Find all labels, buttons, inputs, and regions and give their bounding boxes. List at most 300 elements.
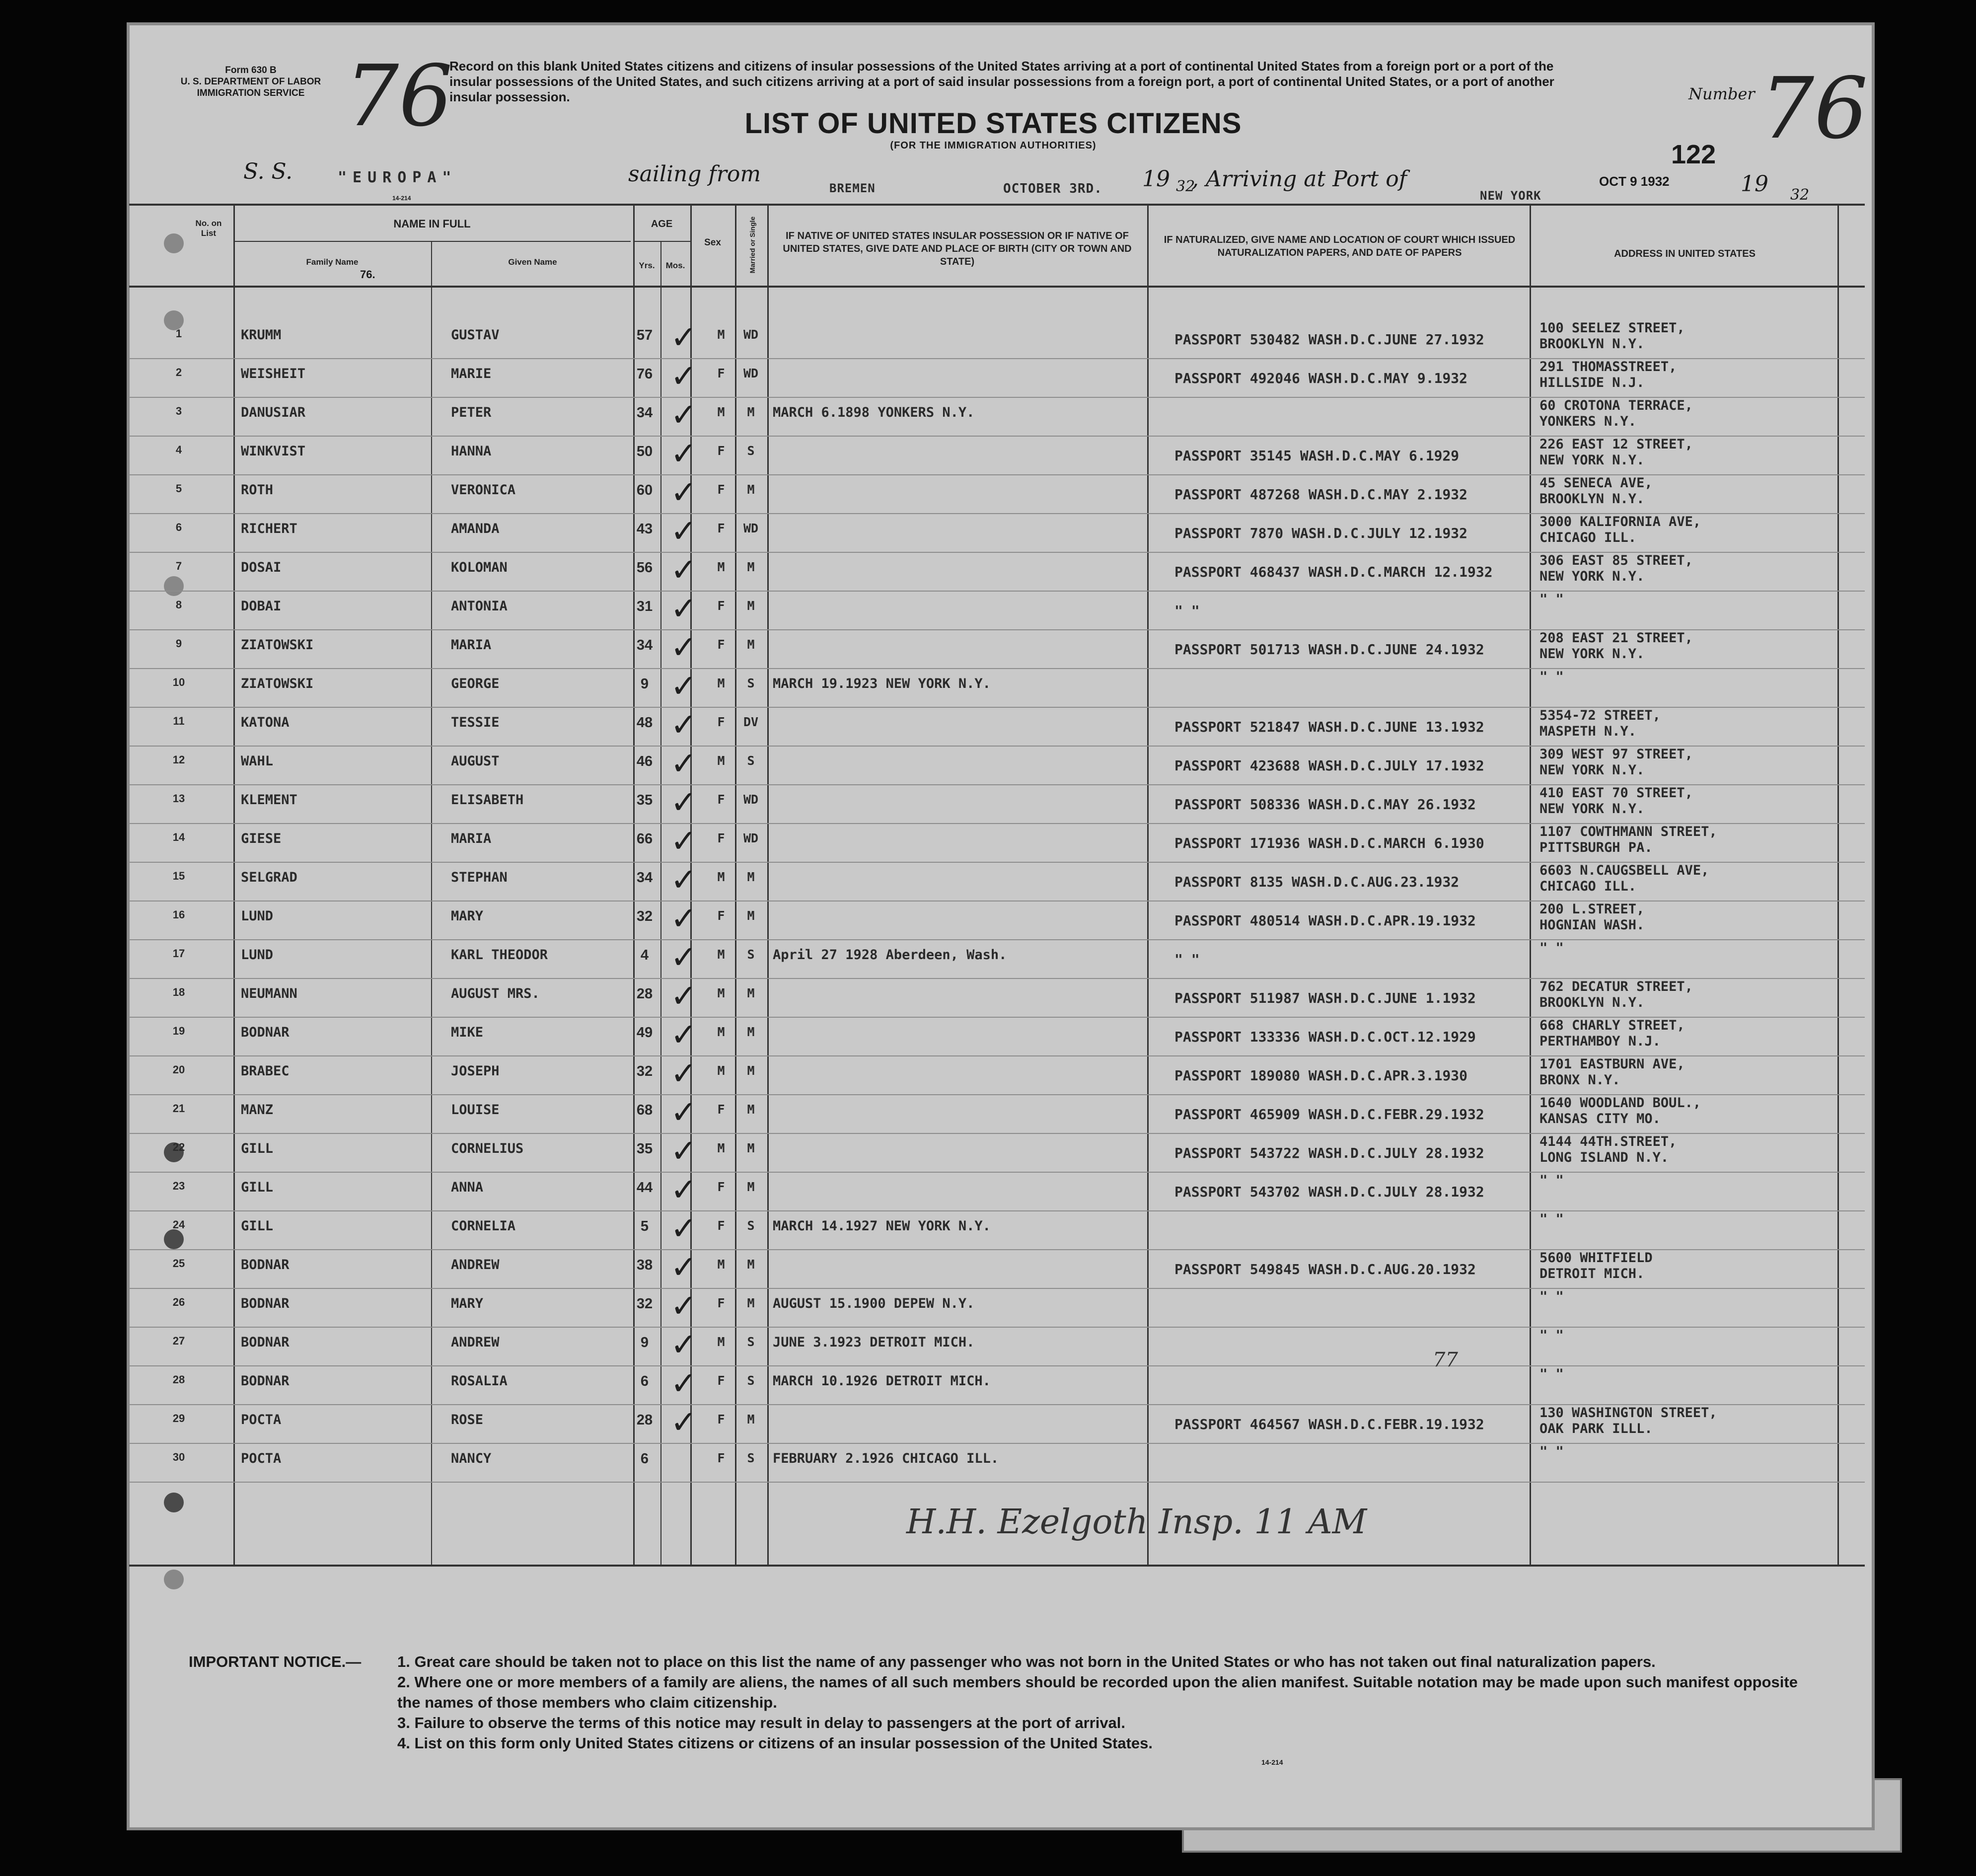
passenger-row (129, 1328, 1865, 1366)
number-label: Number (1688, 84, 1755, 103)
header-months: Mos. (665, 261, 685, 270)
passenger-number: 9 (175, 637, 182, 650)
age-years: 50 (636, 444, 653, 459)
marital-status: M (747, 1257, 755, 1272)
age-years: 35 (636, 792, 653, 808)
handwritten-note-77: 77 (1433, 1349, 1458, 1371)
marital-status: S (747, 444, 755, 458)
age-years: 60 (636, 482, 653, 498)
given-name: JOSEPH (451, 1063, 500, 1079)
address-line: HOGNIAN WASH. (1539, 917, 1645, 933)
family-name: GIESE (241, 831, 282, 846)
passenger-number: 14 (172, 831, 185, 843)
sex: M (717, 1063, 725, 1078)
marital-status: M (747, 1412, 755, 1426)
marital-status: S (747, 1335, 755, 1349)
passenger-row (129, 863, 1865, 901)
family-name: DANUSIAR (241, 405, 306, 420)
passenger-number: 15 (172, 870, 185, 882)
passenger-row (129, 669, 1865, 708)
marital-status: WD (743, 521, 759, 535)
given-name: GUSTAV (451, 327, 500, 343)
check-mark: ✓ (670, 746, 697, 782)
address-line: " " (1539, 1366, 1564, 1382)
inspector-signature: H.H. Ezelgoth Insp. 11 AM (906, 1502, 1367, 1542)
family-name: BODNAR (241, 1296, 290, 1311)
address-line: LONG ISLAND N.Y. (1539, 1150, 1669, 1165)
address (1539, 1134, 1677, 1166)
notice-label: IMPORTANT NOTICE.— (189, 1653, 362, 1670)
age-years: 35 (636, 1141, 653, 1157)
passenger-row (129, 514, 1865, 553)
sex: M (717, 753, 725, 768)
marital-status: S (747, 753, 755, 768)
address-line: HILLSIDE N.J. (1539, 375, 1645, 390)
print-code: 14-214 (1261, 1758, 1283, 1766)
address-line: " " (1539, 1444, 1564, 1459)
address-line: 1701 EASTBURN AVE, (1539, 1056, 1685, 1072)
year-prefix: 19 (1142, 166, 1170, 192)
address (1539, 940, 1564, 956)
passenger-number: 23 (172, 1180, 185, 1192)
marital-status: M (747, 560, 755, 574)
handwritten-sheet-number: 76 (345, 47, 453, 146)
ship-name: "EUROPA" (338, 169, 457, 186)
passenger-row (129, 979, 1865, 1018)
marital-status: M (747, 1063, 755, 1078)
family-name: DOBAI (241, 599, 282, 614)
sex: F (717, 715, 725, 729)
address (1539, 824, 1717, 856)
age-years: 76 (636, 366, 653, 382)
naturalization-info: " " (1174, 602, 1200, 619)
sex: M (717, 676, 725, 690)
sex: F (717, 366, 725, 380)
address-line: 291 THOMASSTREET, (1539, 359, 1677, 375)
marital-status: WD (743, 327, 759, 342)
department-name: U. S. DEPARTMENT OF LABOR (180, 76, 321, 87)
passenger-number: 5 (175, 482, 182, 495)
age-years: 56 (636, 560, 653, 576)
age-years: 38 (636, 1257, 653, 1273)
age-years: 32 (636, 908, 653, 924)
notice-item: 3. Failure to observe the terms of this notice may result in delay to passengers at the port of arrival. (397, 1714, 1126, 1731)
address-line: BROOKLYN N.Y. (1539, 995, 1645, 1010)
address (1539, 1366, 1564, 1382)
departure-port: BREMEN (829, 181, 876, 195)
address-line: CHICAGO ILL. (1539, 530, 1637, 545)
given-name: GEORGE (451, 676, 500, 691)
form-identification (166, 65, 335, 99)
sex: M (717, 1335, 725, 1349)
naturalization-info: PASSPORT 492046 WASH.D.C.MAY 9.1932 (1174, 370, 1468, 386)
address (1539, 475, 1653, 507)
address-line: 45 SENECA AVE, (1539, 475, 1653, 491)
sex: F (717, 521, 725, 535)
address (1539, 1056, 1685, 1088)
birth-info: MARCH 14.1927 NEW YORK N.Y. (773, 1218, 991, 1234)
naturalization-info: PASSPORT 549845 WASH.D.C.AUG.20.1932 (1174, 1261, 1476, 1277)
arrival-date-stamp: OCT 9 1932 (1599, 174, 1670, 189)
given-name: KOLOMAN (451, 560, 508, 575)
address-line: 762 DECATUR STREET, (1539, 979, 1693, 994)
sex: M (717, 870, 725, 884)
passenger-number: 28 (172, 1373, 185, 1386)
check-mark: ✓ (670, 784, 697, 821)
naturalization-info: PASSPORT 468437 WASH.D.C.MARCH 12.1932 (1174, 564, 1493, 580)
check-mark: ✓ (670, 1404, 697, 1441)
address-line: " " (1539, 1211, 1564, 1227)
address (1539, 320, 1685, 352)
passenger-number: 7 (175, 560, 182, 572)
address (1539, 1018, 1685, 1050)
birth-info: MARCH 10.1926 DETROIT MICH. (773, 1373, 991, 1389)
naturalization-info: PASSPORT 423688 WASH.D.C.JULY 17.1932 (1174, 757, 1484, 774)
address (1539, 1250, 1653, 1282)
sex: F (717, 637, 725, 652)
marital-status: M (747, 1296, 755, 1310)
given-name: ROSALIA (451, 1373, 508, 1389)
address-line: 1640 WOODLAND BOUL., (1539, 1095, 1701, 1111)
passenger-row (129, 1018, 1865, 1056)
passenger-number: 18 (172, 986, 185, 998)
age-years: 9 (640, 1335, 649, 1351)
passenger-number: 2 (175, 366, 182, 378)
passenger-number: 27 (172, 1335, 185, 1347)
sheet-mark: 76. (360, 268, 375, 281)
age-years: 6 (640, 1451, 649, 1467)
naturalization-info: PASSPORT 508336 WASH.D.C.MAY 26.1932 (1174, 796, 1476, 813)
address (1539, 592, 1564, 607)
family-name: KLEMENT (241, 792, 297, 808)
check-mark: ✓ (670, 629, 697, 666)
passenger-number: 10 (172, 676, 185, 688)
address-line: PITTSBURGH PA. (1539, 840, 1653, 855)
check-mark: ✓ (670, 1249, 697, 1286)
address-line: BROOKLYN N.Y. (1539, 491, 1645, 507)
address-line: " " (1539, 669, 1564, 684)
age-subheader-rule (633, 241, 690, 242)
family-name: KATONA (241, 715, 290, 730)
passenger-number: 8 (175, 599, 182, 611)
header-address: ADDRESS IN UNITED STATES (1614, 248, 1756, 259)
given-name: ANNA (451, 1180, 484, 1195)
departure-date: OCTOBER 3RD. (1003, 181, 1102, 196)
sex: M (717, 405, 725, 419)
age-years: 9 (640, 676, 649, 692)
punch-hole (164, 233, 184, 253)
given-name: VERONICA (451, 482, 516, 498)
check-mark: ✓ (670, 1172, 697, 1208)
passenger-row (129, 1250, 1865, 1289)
marital-status: M (747, 1180, 755, 1194)
passenger-number: 6 (175, 521, 182, 533)
sex: M (717, 560, 725, 574)
arrival-year: 32 (1790, 186, 1810, 204)
passenger-row (129, 708, 1865, 747)
marital-status: S (747, 1218, 755, 1233)
address-line: OAK PARK ILLL. (1539, 1421, 1653, 1436)
passenger-row (129, 630, 1865, 669)
sex: M (717, 947, 725, 962)
family-name: POCTA (241, 1412, 282, 1427)
marital-status: M (747, 1141, 755, 1155)
sex: F (717, 908, 725, 923)
sailing-from-label: sailing from (628, 161, 761, 187)
birth-info: FEBRUARY 2.1926 CHICAGO ILL. (773, 1451, 999, 1466)
naturalization-info: " " (1174, 951, 1200, 968)
marital-status: M (747, 1102, 755, 1117)
given-name: LOUISE (451, 1102, 500, 1118)
age-years: 32 (636, 1063, 653, 1079)
passenger-number: 4 (175, 444, 182, 456)
arrival-port: NEW YORK (1480, 189, 1541, 203)
marital-status: M (747, 870, 755, 884)
passenger-row (129, 398, 1865, 437)
birth-info: April 27 1928 Aberdeen, Wash. (773, 947, 1007, 963)
address (1539, 1095, 1701, 1127)
given-name: AMANDA (451, 521, 500, 536)
passenger-number: 11 (173, 715, 185, 727)
address (1539, 901, 1644, 933)
sex: M (717, 1141, 725, 1155)
age-years: 34 (636, 405, 653, 421)
address-line: NEW YORK N.Y. (1539, 801, 1645, 817)
sex: F (717, 1218, 725, 1233)
age-years: 68 (636, 1102, 653, 1118)
naturalization-info: PASSPORT 530482 WASH.D.C.JUNE 27.1932 (1174, 331, 1484, 348)
birth-info: JUNE 3.1923 DETROIT MICH. (773, 1335, 975, 1350)
address-line: CHICAGO ILL. (1539, 879, 1637, 894)
sex: F (717, 444, 725, 458)
notice-item: 4. List on this form only United States citizens or citizens of an insular possession of the United States. (397, 1734, 1153, 1752)
naturalization-info: PASSPORT 171936 WASH.D.C.MARCH 6.1930 (1174, 835, 1484, 851)
age-years: 31 (636, 599, 653, 614)
check-mark: ✓ (670, 436, 697, 472)
passenger-number: 13 (172, 792, 185, 805)
check-mark: ✓ (670, 900, 697, 937)
address-line: " " (1539, 1173, 1564, 1188)
naturalization-info: PASSPORT 7870 WASH.D.C.JULY 12.1932 (1174, 525, 1468, 541)
age-years: 6 (640, 1373, 649, 1389)
given-name: CORNELIA (451, 1218, 516, 1234)
family-name: LUND (241, 947, 274, 963)
address-line: PERTHAMBOY N.J. (1539, 1034, 1661, 1049)
passenger-row (129, 824, 1865, 863)
address-line: KANSAS CITY MO. (1539, 1111, 1661, 1126)
passenger-number: 21 (172, 1102, 185, 1115)
age-years: 4 (640, 947, 649, 963)
given-name: ANDREW (451, 1335, 500, 1350)
marital-status: DV (743, 715, 759, 729)
address (1539, 1173, 1564, 1189)
family-name: MANZ (241, 1102, 274, 1118)
address-line: NEW YORK N.Y. (1539, 646, 1645, 662)
header-family-name: Family Name (306, 257, 359, 267)
birth-info: MARCH 19.1923 NEW YORK N.Y. (773, 676, 991, 691)
table-top-rule (129, 204, 1865, 206)
passenger-number: 22 (172, 1141, 185, 1153)
given-name: TESSIE (451, 715, 500, 730)
passenger-number: 1 (175, 327, 182, 340)
service-name: IMMIGRATION SERVICE (197, 88, 305, 98)
naturalization-info: PASSPORT 8135 WASH.D.C.AUG.23.1932 (1174, 874, 1460, 890)
sex: F (717, 482, 725, 497)
age-years: 28 (636, 1412, 653, 1428)
sex: M (717, 1025, 725, 1039)
birth-info: AUGUST 15.1900 DEPEW N.Y. (773, 1296, 975, 1311)
check-mark: ✓ (670, 591, 697, 627)
given-name: KARL THEODOR (451, 947, 548, 963)
marital-status: WD (743, 792, 759, 807)
punch-hole (164, 1493, 184, 1512)
passenger-number: 24 (172, 1218, 185, 1231)
check-mark: ✓ (670, 1055, 697, 1092)
passenger-number: 29 (172, 1412, 185, 1425)
passenger-number: 19 (172, 1025, 185, 1037)
address (1539, 863, 1709, 895)
passenger-row (129, 320, 1865, 359)
family-name: DOSAI (241, 560, 282, 575)
marital-status: S (747, 1451, 755, 1465)
family-name: BODNAR (241, 1373, 290, 1389)
given-name: AUGUST (451, 753, 500, 769)
family-name: ROTH (241, 482, 274, 498)
passenger-row (129, 1056, 1865, 1095)
given-name: ANTONIA (451, 599, 508, 614)
check-mark: ✓ (670, 1210, 697, 1247)
table-bottom-rule (129, 1565, 1865, 1567)
given-name: MARIA (451, 831, 492, 846)
header-bottom-rule (129, 286, 1865, 288)
age-years: 49 (636, 1025, 653, 1041)
address (1539, 785, 1693, 817)
address-line: 3000 KALIFORNIA AVE, (1539, 514, 1701, 529)
family-name: RICHERT (241, 521, 297, 536)
naturalization-info: PASSPORT 133336 WASH.D.C.OCT.12.1929 (1174, 1029, 1476, 1045)
handwritten-list-number: 76 (1760, 60, 1868, 158)
address-line: " " (1539, 1328, 1564, 1343)
marital-status: M (747, 908, 755, 923)
passenger-row (129, 359, 1865, 398)
address-line: NEW YORK N.Y. (1539, 452, 1645, 468)
address-line: 200 L.STREET, (1539, 901, 1645, 917)
address-line: 226 EAST 12 STREET, (1539, 437, 1693, 452)
address-line: 306 EAST 85 STREET, (1539, 553, 1693, 568)
check-mark: ✓ (670, 474, 697, 511)
passenger-row (129, 1211, 1865, 1250)
passenger-row (129, 1289, 1865, 1328)
passenger-number: 16 (172, 908, 185, 921)
address (1539, 437, 1693, 468)
address-line: 6603 N.CAUGSBELL AVE, (1539, 863, 1709, 878)
family-name: LUND (241, 908, 274, 924)
check-mark: ✓ (670, 552, 697, 589)
naturalization-info: PASSPORT 543722 WASH.D.C.JULY 28.1932 (1174, 1145, 1484, 1161)
address (1539, 1405, 1717, 1437)
passenger-row (129, 475, 1865, 514)
header-age: AGE (651, 219, 673, 229)
address-line: 410 EAST 70 STREET, (1539, 785, 1693, 801)
address-line: 60 CROTONA TERRACE, (1539, 398, 1693, 413)
address (1539, 630, 1693, 662)
given-name: MARIE (451, 366, 492, 381)
family-name: ZIATOWSKI (241, 676, 314, 691)
departure-year: 32 (1176, 178, 1195, 195)
birth-info: MARCH 6.1898 YONKERS N.Y. (773, 405, 975, 420)
passenger-row (129, 785, 1865, 824)
sex: F (717, 1373, 725, 1388)
family-name: ZIATOWSKI (241, 637, 314, 653)
address-line: BROOKLYN N.Y. (1539, 336, 1645, 352)
check-mark: ✓ (670, 668, 697, 705)
address (1539, 398, 1693, 430)
family-name: BODNAR (241, 1335, 290, 1350)
sex: F (717, 1102, 725, 1117)
sex: F (717, 1296, 725, 1310)
check-mark: ✓ (670, 1365, 697, 1402)
passenger-row (129, 1366, 1865, 1405)
header-naturalization: IF NATURALIZED, GIVE NAME AND LOCATION OF COURT WHICH ISSUED NATURALIZATION PAPERS, AND DATE OF PAPERS (1164, 234, 1516, 258)
naturalization-info: PASSPORT 35145 WASH.D.C.MAY 6.1929 (1174, 448, 1460, 464)
family-name: WAHL (241, 753, 274, 769)
arrival-year-prefix: 19 (1741, 171, 1768, 197)
address (1539, 1328, 1564, 1344)
marital-status: M (747, 482, 755, 497)
given-name: STEPHAN (451, 870, 508, 885)
given-name: MIKE (451, 1025, 484, 1040)
header-no-on-list: No. on List (195, 219, 222, 238)
name-subheader-rule (233, 241, 631, 242)
passenger-number: 25 (172, 1257, 185, 1270)
address-line: " " (1539, 1289, 1564, 1304)
age-years: 5 (640, 1218, 649, 1234)
given-name: ANDREW (451, 1257, 500, 1273)
sex: F (717, 831, 725, 845)
header-sex: Sex (704, 237, 721, 248)
address-line: 309 WEST 97 STREET, (1539, 747, 1693, 762)
passenger-number: 3 (175, 405, 182, 417)
family-name: WEISHEIT (241, 366, 306, 381)
sex: F (717, 1180, 725, 1194)
address-line: 1107 COWTHMANN STREET, (1539, 824, 1717, 839)
header-birth: IF NATIVE OF UNITED STATES INSULAR POSSESSION OR IF NATIVE OF UNITED STATES, GIVE DATE AND PLACE OF BIRTH (CITY OR TOWN AND STATE) (783, 230, 1132, 267)
address-line: " " (1539, 940, 1564, 956)
marital-status: WD (743, 366, 759, 380)
passenger-row (129, 592, 1865, 630)
age-years: 43 (636, 521, 653, 537)
given-name: AUGUST MRS. (451, 986, 540, 1001)
header-name-in-full: NAME IN FULL (393, 218, 471, 230)
address-line: 668 CHARLY STREET, (1539, 1018, 1685, 1033)
address-line: BRONX N.Y. (1539, 1072, 1620, 1088)
family-name: BODNAR (241, 1025, 290, 1040)
address-line: DETROIT MICH. (1539, 1266, 1645, 1281)
given-name: HANNA (451, 444, 492, 459)
marital-status: M (747, 637, 755, 652)
age-years: 57 (636, 327, 653, 343)
passenger-number: 17 (172, 947, 185, 960)
address-line: NEW YORK N.Y. (1539, 762, 1645, 778)
sex: F (717, 792, 725, 807)
age-years: 32 (636, 1296, 653, 1312)
ss-label: S. S. (243, 159, 293, 184)
passenger-number: 30 (172, 1451, 185, 1463)
address (1539, 708, 1661, 740)
given-name: MARIA (451, 637, 492, 653)
naturalization-info: PASSPORT 543702 WASH.D.C.JULY 28.1932 (1174, 1184, 1484, 1200)
marital-status: S (747, 1373, 755, 1388)
